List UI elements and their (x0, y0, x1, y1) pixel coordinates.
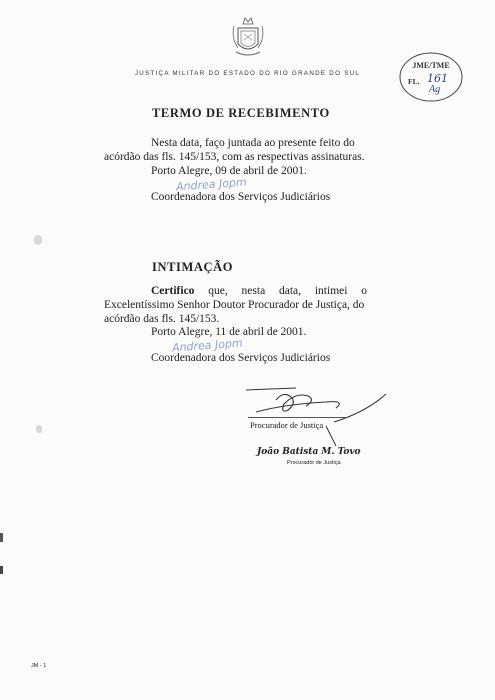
notice-signature: Andrea Jopm (171, 336, 244, 355)
scan-speck (34, 235, 42, 245)
notice-line-1 (151, 284, 367, 298)
receipt-heading: TERMO DE RECEBIMENTO (152, 106, 330, 120)
notice-line-1-rest: que, nesta data, intimei o (208, 285, 368, 297)
stamp-initials: Ag (429, 84, 441, 95)
prosecutor-signature-line (248, 417, 348, 418)
receipt-line-2: acórdão das fls. 145/153, com as respectivas assinaturas. (104, 151, 365, 163)
prosecutor-stamp-role: Procurador de Justiça (287, 460, 341, 466)
scan-margin-mark (0, 566, 3, 574)
footer-form-code: JM - 1 (31, 663, 47, 669)
stamp-folio-number: 161 (427, 72, 448, 85)
stamp-fl-label: FL. (408, 77, 420, 86)
notice-signer-title: Coordenadora dos Serviços Judiciários (151, 352, 331, 364)
scan-speck (36, 425, 42, 433)
state-coat-of-arms-logo (230, 14, 266, 60)
receipt-signer-title: Coordenadora dos Serviços Judiciários (151, 191, 331, 203)
institution-header: JUSTIÇA MILITAR DO ESTADO DO RIO GRANDE DO SUL (134, 70, 361, 77)
notice-line-3: acórdão das fls. 145/153. (104, 313, 220, 325)
receipt-signature: Andrea Jopm (175, 175, 248, 194)
folio-stamp (399, 52, 463, 102)
receipt-line-1: Nesta data, faço juntada ao presente feito do (151, 137, 355, 149)
prosecutor-stamp-name: João Batista M. Tovo (257, 447, 361, 457)
scan-margin-mark (0, 533, 3, 542)
notice-line-2: Excelentíssimo Senhor Doutor Procurador de Justiça, do (104, 299, 365, 311)
prosecutor-title: Procurador de Justiça (250, 420, 324, 430)
notice-lead: Certifico (151, 285, 195, 297)
notice-place-date: Porto Alegre, 11 de abril de 2001. (151, 326, 307, 338)
stamp-title: JME/TME (412, 61, 450, 70)
notice-heading: INTIMAÇÃO (152, 260, 234, 274)
receipt-place-date: Porto Alegre, 09 de abril de 2001. (151, 165, 307, 177)
